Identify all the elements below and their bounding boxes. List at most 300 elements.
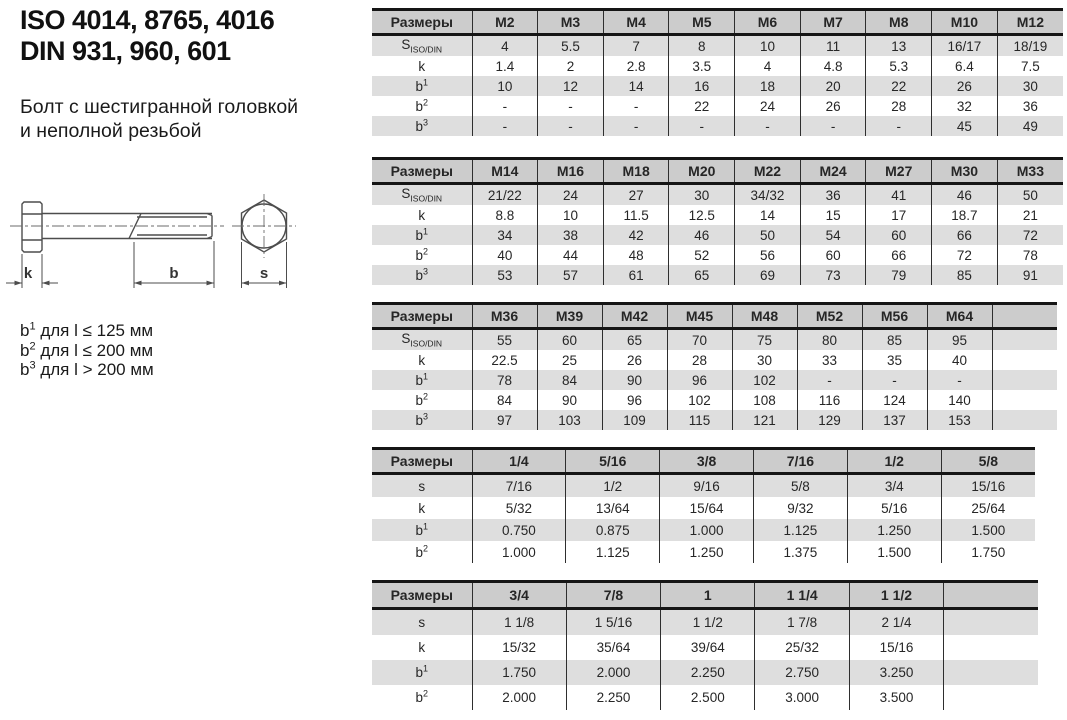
row-label: $b^3$ <box>372 410 472 430</box>
column-header: 3/4 <box>472 582 566 609</box>
note-line: $b^1$ для l ≤ 125 мм <box>20 320 154 340</box>
table-cell: 66 <box>932 225 998 245</box>
table-cell: 96 <box>667 370 732 390</box>
imperial-table-quarter-to-fiveeighths <box>372 447 1035 563</box>
table-cell: - <box>472 96 538 116</box>
table-cell: 2.000 <box>472 685 566 710</box>
table-cell: 25/32 <box>755 635 849 660</box>
table-cell: 2.250 <box>661 660 755 685</box>
note-line: $b^3$ для l > 200 мм <box>20 359 154 379</box>
table-cell: 15/16 <box>971 478 1006 494</box>
table-cell: - <box>735 116 801 136</box>
table-cell: 46 <box>669 225 735 245</box>
dimension-table <box>372 8 1063 136</box>
table-cell: 36 <box>1022 98 1038 114</box>
table-cell: 20 <box>800 76 866 96</box>
row-label: $S_{ISO/DIN}$ <box>372 329 472 351</box>
column-header: M48 <box>732 304 797 329</box>
table-cell: 2.250 <box>566 685 660 710</box>
table-cell: 40 <box>472 245 538 265</box>
table-cell <box>992 370 1057 390</box>
table-cell: 5.3 <box>866 56 932 76</box>
table-cell: 55 <box>472 329 537 351</box>
table-cell: 103 <box>537 410 602 430</box>
row-label: $b^3$ <box>372 265 472 285</box>
table-cell: 44 <box>538 245 604 265</box>
column-header: M16 <box>538 159 604 184</box>
column-header: 1 <box>661 582 755 609</box>
column-header: M3 <box>538 10 604 35</box>
table-cell: 61 <box>603 265 669 285</box>
table-row <box>372 390 1057 410</box>
table-cell: 60 <box>866 225 932 245</box>
dimension-table <box>372 302 1057 430</box>
column-header: 3/8 <box>660 449 754 474</box>
column-header: M12 <box>997 10 1063 35</box>
row-label: s <box>372 609 472 636</box>
table-cell: 85 <box>932 265 998 285</box>
row-label: $b^3$ <box>372 116 472 136</box>
table-cell: 1.750 <box>472 660 566 685</box>
bolt-side-view <box>22 202 212 252</box>
table-cell: 24 <box>735 96 801 116</box>
table-cell: 0.875 <box>566 519 660 541</box>
table-cell: 1/2 <box>566 474 660 498</box>
table-cell: 116 <box>797 390 862 410</box>
table-cell: 4.8 <box>800 56 866 76</box>
row-label: k <box>372 635 472 660</box>
dimension-table <box>372 157 1063 285</box>
table-cell: 102 <box>667 390 732 410</box>
table-cell: 1 1/2 <box>661 609 755 636</box>
table-cell: 18 <box>735 76 801 96</box>
table-row <box>372 245 1063 265</box>
table-cell: 24 <box>538 184 604 206</box>
table-cell: 0.750 <box>472 519 566 541</box>
table-cell: 3.250 <box>849 660 943 685</box>
table-cell: 3.500 <box>849 685 943 710</box>
row-label: k <box>372 56 472 76</box>
size-column-header: Размеры <box>372 304 472 329</box>
table-row <box>372 635 1038 660</box>
table-cell: - <box>862 370 927 390</box>
column-header: M42 <box>602 304 667 329</box>
table-cell: 1.250 <box>660 541 754 563</box>
table-row <box>372 225 1063 245</box>
table-cell: 21 <box>1022 207 1038 223</box>
table-cell <box>944 685 1038 710</box>
size-column-header: Размеры <box>372 582 472 609</box>
column-header: M18 <box>603 159 669 184</box>
size-column-header: Размеры <box>372 449 472 474</box>
dimension-table <box>372 580 1038 710</box>
table-cell: 32 <box>932 96 998 116</box>
note-line: $b^2$ для l ≤ 200 мм <box>20 339 154 360</box>
table-cell: 12.5 <box>669 205 735 225</box>
table-cell: 30 <box>732 350 797 370</box>
table-cell: 57 <box>538 265 604 285</box>
table-cell: 108 <box>732 390 797 410</box>
table-cell: - <box>538 96 604 116</box>
row-label: s <box>372 474 472 498</box>
table-cell: 25/64 <box>971 500 1006 516</box>
table-cell: 49 <box>1022 118 1038 134</box>
column-header: 7/8 <box>566 582 660 609</box>
table-row <box>372 370 1057 390</box>
table-cell: 85 <box>862 329 927 351</box>
column-header: M20 <box>669 159 735 184</box>
table-cell <box>992 350 1057 370</box>
table-cell: 4 <box>735 56 801 76</box>
table-cell: 13/64 <box>566 497 660 519</box>
table-cell: 34 <box>472 225 538 245</box>
table-cell: 26 <box>932 76 998 96</box>
table-cell: 10 <box>472 76 538 96</box>
table-row <box>372 541 1035 563</box>
table-cell: 2.8 <box>603 56 669 76</box>
table-cell: 15 <box>800 205 866 225</box>
product-description <box>20 95 298 143</box>
table-cell: 13 <box>866 35 932 57</box>
table-cell: 3/4 <box>847 474 941 498</box>
table-cell: 1 7/8 <box>755 609 849 636</box>
row-label: $b^2$ <box>372 541 472 563</box>
dim-label-s: s <box>259 265 269 282</box>
table-cell: 11 <box>800 35 866 57</box>
table-cell: 41 <box>866 184 932 206</box>
column-header: 7/16 <box>753 449 847 474</box>
table-row <box>372 685 1038 710</box>
table-cell: 14 <box>735 205 801 225</box>
table-cell: 9/32 <box>753 497 847 519</box>
column-header: M52 <box>797 304 862 329</box>
table-cell: 84 <box>537 370 602 390</box>
table-cell: 3.000 <box>755 685 849 710</box>
center-lines <box>10 194 296 258</box>
table-cell: 17 <box>866 205 932 225</box>
column-header: M4 <box>603 10 669 35</box>
table-cell: 90 <box>537 390 602 410</box>
table-row <box>372 56 1063 76</box>
table-cell: 22 <box>866 76 932 96</box>
table-cell: 69 <box>735 265 801 285</box>
table-cell: 39/64 <box>661 635 755 660</box>
table-row <box>372 609 1038 636</box>
column-header: 5/16 <box>566 449 660 474</box>
column-header: M45 <box>667 304 732 329</box>
row-label: $b^1$ <box>372 225 472 245</box>
column-header: M36 <box>472 304 537 329</box>
dimension-lines <box>6 241 287 288</box>
table-cell: 25 <box>537 350 602 370</box>
table-cell: 53 <box>472 265 538 285</box>
table-cell: 1.250 <box>847 519 941 541</box>
dim-label-k: k <box>23 265 33 282</box>
table-cell: 96 <box>602 390 667 410</box>
table-row <box>372 184 1063 206</box>
table-cell: 80 <box>797 329 862 351</box>
table-cell: 16 <box>669 76 735 96</box>
table-cell: 7 <box>603 35 669 57</box>
table-cell: 2.500 <box>661 685 755 710</box>
column-header: M2 <box>472 10 538 35</box>
table-cell: 52 <box>669 245 735 265</box>
table-cell: 15/64 <box>660 497 754 519</box>
table-row <box>372 497 1035 519</box>
thread-length-notes <box>20 321 154 380</box>
empty-column-header <box>992 304 1057 329</box>
table-cell: 78 <box>1022 247 1038 263</box>
table-cell: 115 <box>667 410 732 430</box>
column-header: M27 <box>866 159 932 184</box>
table-cell: 5/8 <box>753 474 847 498</box>
imperial-table-threequarters-to-oneandhalf <box>372 580 1038 710</box>
table-cell: 2.000 <box>566 660 660 685</box>
column-header: 5/8 <box>941 449 1035 474</box>
table-cell: 60 <box>800 245 866 265</box>
row-label: $b^1$ <box>372 76 472 96</box>
table-cell: 1.375 <box>753 541 847 563</box>
table-cell: 95 <box>927 329 992 351</box>
table-cell: 78 <box>472 370 537 390</box>
table-cell: 30 <box>1022 78 1038 94</box>
table-row <box>372 205 1063 225</box>
column-header: M7 <box>800 10 866 35</box>
metric-table-m36-m64 <box>372 302 1057 430</box>
table-cell: 5/32 <box>472 497 566 519</box>
table-cell: - <box>472 116 538 136</box>
table-cell: 153 <box>927 410 992 430</box>
dimension-table <box>372 447 1035 563</box>
table-cell: 28 <box>866 96 932 116</box>
table-cell: - <box>538 116 604 136</box>
table-cell: 3.5 <box>669 56 735 76</box>
table-cell <box>944 635 1038 660</box>
description-line-1: Болт с шестигранной головкой <box>20 96 299 118</box>
row-label: $b^2$ <box>372 245 472 265</box>
row-label: $b^2$ <box>372 390 472 410</box>
table-cell: 21/22 <box>472 184 538 206</box>
row-label: k <box>372 350 472 370</box>
empty-column-header <box>944 582 1038 609</box>
table-cell: 73 <box>800 265 866 285</box>
table-row <box>372 660 1038 685</box>
table-cell <box>992 410 1057 430</box>
table-row <box>372 519 1035 541</box>
table-cell: 54 <box>800 225 866 245</box>
table-cell: 34/32 <box>735 184 801 206</box>
table-cell: 5/16 <box>847 497 941 519</box>
table-cell: 7/16 <box>472 474 566 498</box>
table-cell: 1.125 <box>753 519 847 541</box>
column-header: M14 <box>472 159 538 184</box>
column-header: M8 <box>866 10 932 35</box>
table-cell: 8 <box>669 35 735 57</box>
table-cell: 65 <box>602 329 667 351</box>
table-cell: 18.7 <box>932 205 998 225</box>
table-cell: 1 1/8 <box>472 609 566 636</box>
table-cell: 109 <box>602 410 667 430</box>
table-cell: 22 <box>669 96 735 116</box>
table-cell: 65 <box>669 265 735 285</box>
table-cell: 35 <box>862 350 927 370</box>
table-cell: 22.5 <box>472 350 537 370</box>
table-cell: 72 <box>932 245 998 265</box>
table-cell <box>944 609 1038 636</box>
column-header: M64 <box>927 304 992 329</box>
table-cell: 91 <box>1022 267 1038 283</box>
table-cell <box>992 390 1057 410</box>
table-cell: 75 <box>732 329 797 351</box>
column-header: M5 <box>669 10 735 35</box>
table-cell: 35/64 <box>566 635 660 660</box>
table-cell: 50 <box>1022 187 1038 203</box>
table-cell: 5.5 <box>538 35 604 57</box>
table-row <box>372 474 1035 498</box>
column-header: 1/2 <box>847 449 941 474</box>
metric-table-m2-m12 <box>372 8 1063 136</box>
table-cell: 26 <box>800 96 866 116</box>
bolt-technical-drawing <box>2 186 312 304</box>
table-cell: 28 <box>667 350 732 370</box>
table-cell: 40 <box>927 350 992 370</box>
table-cell: 26 <box>602 350 667 370</box>
size-column-header: Размеры <box>372 159 472 184</box>
column-header: M39 <box>537 304 602 329</box>
table-cell: 15/32 <box>472 635 566 660</box>
description-line-2: и неполной резьбой <box>20 120 202 142</box>
column-header: M10 <box>932 10 998 35</box>
table-row <box>372 410 1057 430</box>
table-cell: 1.000 <box>660 519 754 541</box>
column-header: M33 <box>997 159 1063 184</box>
table-cell: - <box>927 370 992 390</box>
table-cell: 14 <box>603 76 669 96</box>
table-row <box>372 35 1063 57</box>
table-cell: 56 <box>735 245 801 265</box>
table-cell: 97 <box>472 410 537 430</box>
table-cell: 11.5 <box>603 205 669 225</box>
table-cell: 38 <box>538 225 604 245</box>
table-cell: 102 <box>732 370 797 390</box>
table-cell: 30 <box>669 184 735 206</box>
column-header: M22 <box>735 159 801 184</box>
table-cell: 7.5 <box>1020 58 1040 74</box>
iso-standards-line: ISO 4014, 8765, 4016 <box>20 5 275 35</box>
table-cell: 12 <box>538 76 604 96</box>
table-cell: 1.500 <box>847 541 941 563</box>
table-cell: 50 <box>735 225 801 245</box>
table-cell: 66 <box>866 245 932 265</box>
table-row <box>372 350 1057 370</box>
table-cell: 1.000 <box>472 541 566 563</box>
row-label: $S_{ISO/DIN}$ <box>372 35 472 57</box>
dim-label-b: b <box>169 265 179 282</box>
table-cell: 60 <box>537 329 602 351</box>
table-cell: 46 <box>932 184 998 206</box>
column-header: M24 <box>800 159 866 184</box>
table-row <box>372 76 1063 96</box>
table-cell: - <box>669 116 735 136</box>
row-label: $b^1$ <box>372 519 472 541</box>
table-cell: 79 <box>866 265 932 285</box>
table-cell: 1.125 <box>566 541 660 563</box>
table-cell: 4 <box>472 35 538 57</box>
row-label: $b^1$ <box>372 660 472 685</box>
column-header: M6 <box>735 10 801 35</box>
table-cell: - <box>603 96 669 116</box>
size-column-header: Размеры <box>372 10 472 35</box>
column-header: 1/4 <box>472 449 566 474</box>
row-label: $S_{ISO/DIN}$ <box>372 184 472 206</box>
table-cell <box>944 660 1038 685</box>
table-cell: 10 <box>735 35 801 57</box>
table-cell: 124 <box>862 390 927 410</box>
table-cell: 18/19 <box>1013 38 1048 54</box>
table-row <box>372 116 1063 136</box>
table-cell: 1.500 <box>971 522 1006 538</box>
table-cell: 137 <box>862 410 927 430</box>
table-row <box>372 329 1057 351</box>
table-cell: 15/16 <box>849 635 943 660</box>
column-header: 1 1/2 <box>849 582 943 609</box>
table-cell: 9/16 <box>660 474 754 498</box>
table-cell: 1.4 <box>472 56 538 76</box>
table-cell: - <box>797 370 862 390</box>
table-cell: 10 <box>538 205 604 225</box>
table-cell: 140 <box>927 390 992 410</box>
metric-table-m14-m33 <box>372 157 1063 285</box>
row-label: k <box>372 205 472 225</box>
table-cell: 16/17 <box>932 35 998 57</box>
table-cell: 42 <box>603 225 669 245</box>
table-cell: 33 <box>797 350 862 370</box>
table-cell: - <box>866 116 932 136</box>
table-cell: 1 5/16 <box>566 609 660 636</box>
table-cell: 84 <box>472 390 537 410</box>
row-label: k <box>372 497 472 519</box>
row-label: $b^1$ <box>372 370 472 390</box>
table-cell: 72 <box>1022 227 1038 243</box>
table-cell <box>992 329 1057 351</box>
table-cell: 129 <box>797 410 862 430</box>
table-cell: 6.4 <box>932 56 998 76</box>
table-cell: 2.750 <box>755 660 849 685</box>
table-cell: 90 <box>602 370 667 390</box>
column-header: M56 <box>862 304 927 329</box>
table-row <box>372 265 1063 285</box>
standards-title <box>20 5 274 67</box>
table-cell: 27 <box>603 184 669 206</box>
table-cell: 70 <box>667 329 732 351</box>
table-cell: - <box>603 116 669 136</box>
table-cell: 2 1/4 <box>849 609 943 636</box>
row-label: $b^2$ <box>372 96 472 116</box>
column-header: 1 1/4 <box>755 582 849 609</box>
row-label: $b^2$ <box>372 685 472 710</box>
din-standards-line: DIN 931, 960, 601 <box>20 36 231 66</box>
column-header: M30 <box>932 159 998 184</box>
table-cell: - <box>800 116 866 136</box>
table-cell: 2 <box>538 56 604 76</box>
table-cell: 45 <box>932 116 998 136</box>
table-cell: 8.8 <box>472 205 538 225</box>
table-cell: 121 <box>732 410 797 430</box>
table-cell: 1.750 <box>971 544 1006 560</box>
table-cell: 36 <box>800 184 866 206</box>
table-cell: 48 <box>603 245 669 265</box>
table-row <box>372 96 1063 116</box>
